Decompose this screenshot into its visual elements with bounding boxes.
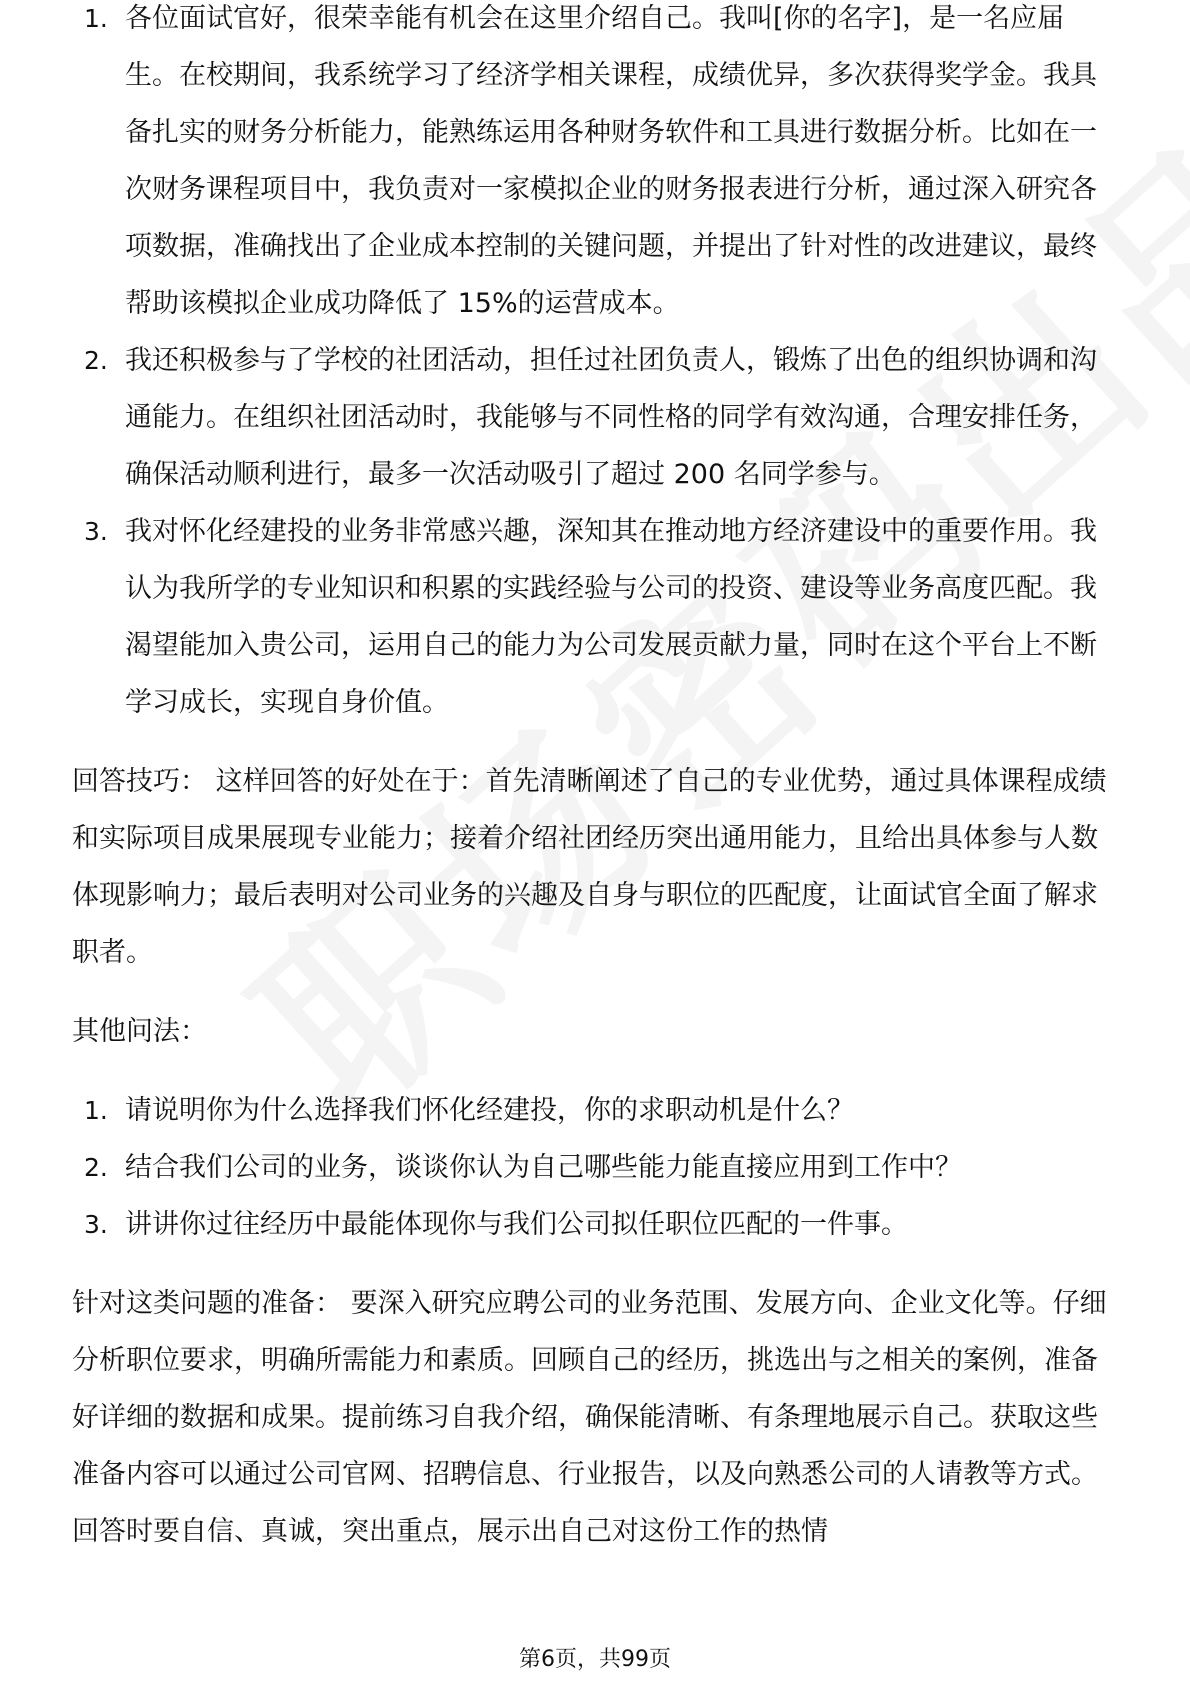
other-questions-heading: 其他问法： xyxy=(72,1016,207,1047)
answer-item-3 xyxy=(0,503,1190,731)
other-questions-list xyxy=(0,1082,1190,1253)
list-number: 1. xyxy=(84,1096,108,1125)
question-text: 讲讲你过往经历中最能体现你与我们公司拟任职位匹配的一件事。 xyxy=(125,1209,908,1240)
preparation-paragraph: 针对这类问题的准备： 要深入研究应聘公司的业务范围、发展方向、企业文化等。仔细分析职位要求，明确所需能力和素质。回顾自己的经历，挑选出与之相关的案例，准备好详细的数据和成果。提前练习自我介绍，确保能清晰、有条理地展示自己。获取这些准备内容可以通过公司官网、招聘信息、行业报告，以及向熟悉公司的人请教等方式。回答时要自信、真诚，突出重点，展示出自己对这份工作的热情 xyxy=(72,1288,1107,1547)
sample-answer-list xyxy=(0,0,1190,731)
list-number: 3. xyxy=(84,1210,108,1239)
question-item-3 xyxy=(0,1196,1190,1253)
answer-item-2 xyxy=(0,332,1190,503)
answer-text: 我还积极参与了学校的社团活动，担任过社团负责人，锻炼了出色的组织协调和沟通能力。在组织社团活动时，我能够与不同性格的同学有效沟通，合理安排任务，确保活动顺利进行，最多一次活动吸引了超过 200 名同学参与。 xyxy=(125,345,1097,490)
question-text: 结合我们公司的业务，谈谈你认为自己哪些能力能直接应用到工作中？ xyxy=(125,1152,962,1183)
answer-item-1 xyxy=(0,0,1190,332)
list-number: 3. xyxy=(84,517,108,546)
page-number-footer: 第6页，共99页 xyxy=(519,1647,671,1672)
question-text: 请说明你为什么选择我们怀化经建投，你的求职动机是什么？ xyxy=(125,1095,854,1126)
question-item-1 xyxy=(0,1082,1190,1139)
answer-tips-paragraph: 回答技巧： 这样回答的好处在于：首先清晰阐述了自己的专业优势，通过具体课程成绩和实际项目成果展现专业能力；接着介绍社团经历突出通用能力，且给出具体参与人数体现影响力；最后表明对公司业务的兴趣及自身与职位的匹配度，让面试官全面了解求职者。 xyxy=(72,766,1107,968)
answer-text: 我对怀化经建投的业务非常感兴趣，深知其在推动地方经济建设中的重要作用。我认为我所学的专业知识和积累的实践经验与公司的投资、建设等业务高度匹配。我渴望能加入贵公司，运用自己的能力为公司发展贡献力量，同时在这个平台上不断学习成长，实现自身价值。 xyxy=(125,516,1097,718)
list-number: 2. xyxy=(84,1153,108,1182)
answer-text: 各位面试官好，很荣幸能有机会在这里介绍自己。我叫[你的名字]，是一名应届生。在校期间，我系统学习了经济学相关课程，成绩优异，多次获得奖学金。我具备扎实的财务分析能力，能熟练运用各种财务软件和工具进行数据分析。比如在一次财务课程项目中，我负责对一家模拟企业的财务报表进行分析，通过深入研究各项数据，准确找出了企业成本控制的关键问题，并提出了针对性的改进建议，最终帮助该模拟企业成功降低了 15%的运营成本。 xyxy=(125,3,1097,319)
list-number: 2. xyxy=(84,346,108,375)
list-number: 1. xyxy=(84,4,108,33)
question-item-2 xyxy=(0,1139,1190,1196)
